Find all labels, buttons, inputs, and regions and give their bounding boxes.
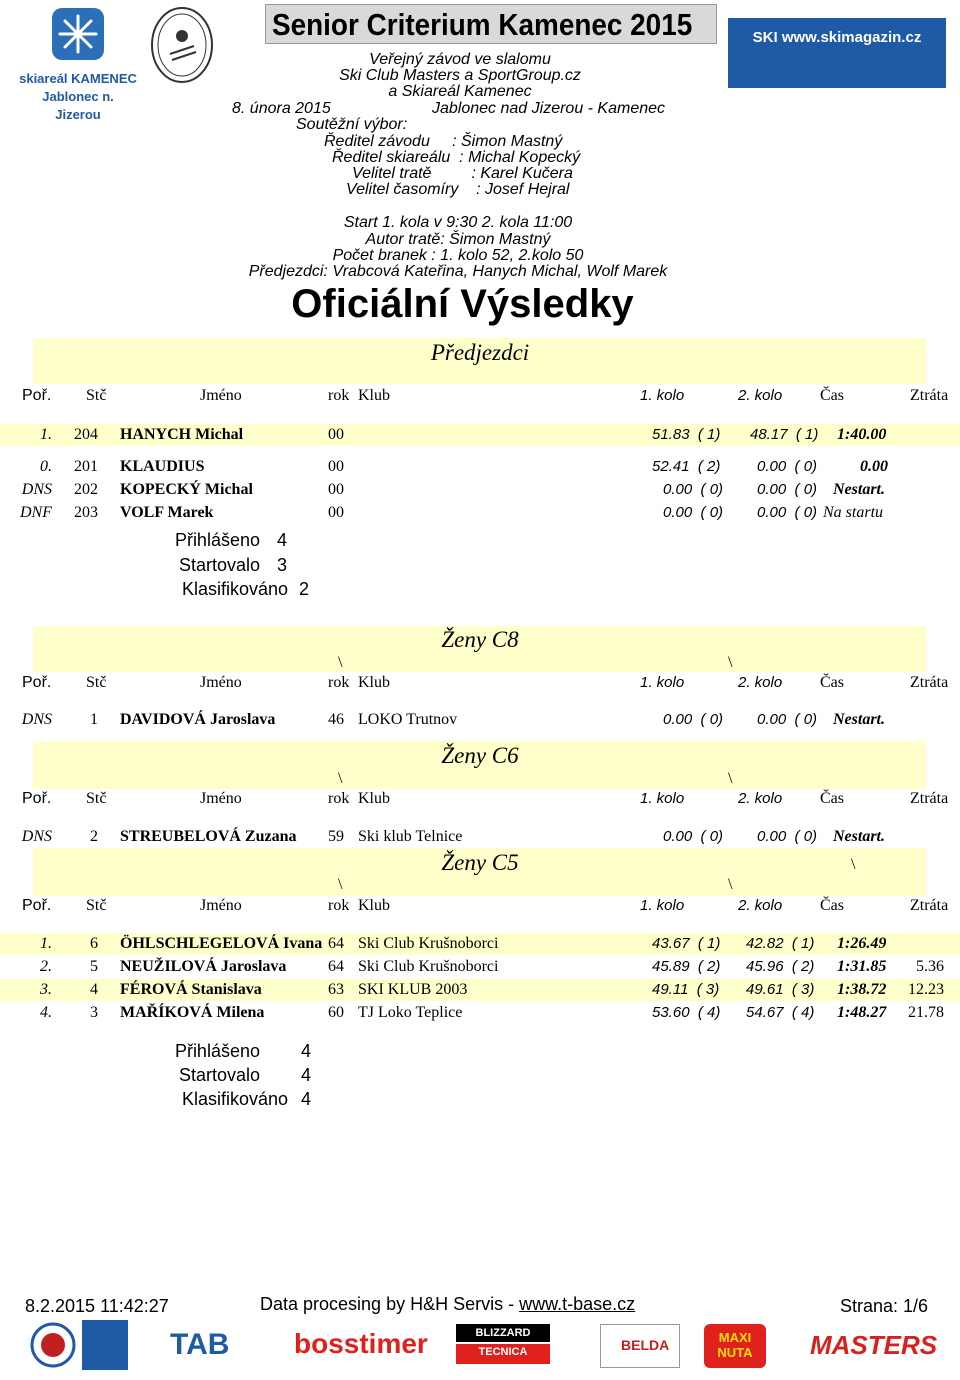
cell-por: 1. [40,426,52,443]
cell-stc: 204 [74,426,98,443]
col-klub: Klub [358,387,390,404]
committee-line-4: Velitel časomíry : Josef Hejral [346,181,570,198]
section-title-predjezdci: Předjezdci [430,340,530,365]
col-jmeno: Jméno [200,674,242,691]
cell-name: NEUŽILOVÁ Jaroslava [120,958,287,975]
cell-klub: SKI KLUB 2003 [358,981,468,998]
cell-kolo1: 0.00 ( 0) [663,828,724,845]
sponsor-badge-logo [30,1322,76,1368]
footer-timestamp: 8.2.2015 11:42:27 [25,1296,169,1316]
sponsor-blizzard-text: BLIZZARD TECNICA [475,1327,531,1358]
separator-mark: \ [728,770,733,787]
col-stc: Stč [86,897,107,914]
col-jmeno: Jméno [200,897,242,914]
col-por: Poř. [22,790,52,807]
stat-label: Přihlášeno [174,530,260,550]
cell-kolo1: 45.89 ( 2) [652,958,721,975]
cell-rok: 64 [328,958,344,975]
col-kolo1: 1. kolo [640,790,685,807]
sponsor-belda-text: BELDA [621,1337,670,1353]
stat-prihlaseno [148,1041,311,1062]
cell-stc: 202 [74,481,98,498]
cell-kolo1: 52.41 ( 2) [652,458,721,475]
col-cas: Čas [820,790,844,807]
table-row [0,456,960,478]
logo-text: skiareál KAMENEC Jablonec n. Jizerou [19,71,137,122]
col-kolo2: 2. kolo [738,387,783,404]
cell-rok: 63 [328,981,344,998]
cell-stc: 1 [90,711,98,728]
cell-kolo2: 54.67 ( 4) [746,1004,815,1021]
cell-name: MAŘÍKOVÁ Milena [120,1004,265,1021]
cell-name: KLAUDIUS [120,458,205,475]
cell-cas: Nestart. [833,481,885,498]
sponsor-bosstimer-logo [294,1328,444,1362]
gate-count: Počet branek : 1. kolo 52, 2.kolo 50 [332,247,584,264]
col-kolo2: 2. kolo [738,790,783,807]
cell-cas: 1:26.49 [837,935,887,952]
cell-stc: 203 [74,504,98,521]
table-row [0,933,960,955]
cell-klub: Ski klub Telnice [358,828,463,845]
page-title: Senior Criterium Kamenec 2015 [272,7,693,42]
footer-processing-text: Data procesing by H&H Servis - [260,1294,520,1314]
cell-por: 4. [40,1004,52,1021]
cell-kolo2: 0.00 ( 0) [757,828,818,845]
stat-startovalo [148,555,287,576]
stat-value: 4 [301,1089,312,1109]
cell-name: HANYCH Michal [120,426,244,443]
table-row [0,1002,960,1024]
cell-cas: Nestart. [833,711,885,728]
cell-cas: 1:48.27 [837,1004,887,1021]
cell-kolo1: 0.00 ( 0) [663,504,724,521]
stat-label: Přihlášeno [174,1041,260,1061]
col-klub: Klub [358,790,390,807]
cell-por: DNF [20,504,52,521]
cell-name: KOPECKÝ Michal [120,481,253,498]
table-row [0,709,960,731]
stat-startovalo [148,1065,311,1086]
col-por: Poř. [22,897,52,914]
skimagazin-text: SKI www.skimagazin.cz [752,29,922,46]
cell-cas: 1:40.00 [837,426,887,443]
cell-kolo2: 45.96 ( 2) [746,958,815,975]
header-place: Jablonec nad Jizerou - Kamenec [432,100,666,117]
col-ztrata: Ztráta [910,674,949,691]
committee-line-3: Velitel tratě : Karel Kučera [352,165,573,182]
cell-name: FÉROVÁ Stanislava [120,981,262,998]
cell-ztrata: 5.36 [916,958,944,975]
separator-mark: \ [338,654,343,671]
sponsor-blizzard-tecnica-logo [456,1324,550,1366]
col-stc: Stč [86,674,107,691]
column-header-row [0,897,960,919]
col-klub: Klub [358,674,390,691]
cell-klub: LOKO Trutnov [358,711,458,728]
cell-stc: 6 [90,935,98,952]
cell-cas: Nestart. [833,828,885,845]
col-stc: Stč [86,790,107,807]
committee-line-2: Ředitel skiareálu : Michal Kopecký [332,149,581,166]
cell-rok: 00 [328,481,344,498]
stat-label: Startovalo [178,1065,260,1085]
separator-mark: \ [338,770,343,787]
col-jmeno: Jméno [200,790,242,807]
header-line-3: a Skiareál Kamenec [388,83,532,100]
cell-name: DAVIDOVÁ Jaroslava [120,711,276,728]
cell-kolo2: 48.17 ( 1) [750,426,819,443]
col-cas: Čas [820,387,844,404]
cell-name: ÖHLSCHLEGELOVÁ Ivana [120,935,323,952]
table-row [0,502,960,524]
section-title-zeny-c5: Ženy C5 [441,850,519,875]
column-header-row [0,387,960,409]
col-ztrata: Ztráta [910,387,949,404]
stat-prihlaseno [148,530,287,551]
col-kolo2: 2. kolo [738,674,783,691]
col-rok: rok [328,387,350,404]
col-cas: Čas [820,674,844,691]
col-ztrata: Ztráta [910,790,949,807]
cell-stc: 201 [74,458,98,475]
course-author: Autor tratě: Šimon Mastný [365,231,551,248]
footer-page-number: Strana: 1/6 [840,1296,929,1316]
cell-rok: 00 [328,458,344,475]
table-row [0,424,960,446]
cell-rok: 64 [328,935,344,952]
sponsor-masters-logo [810,1328,938,1364]
cell-kolo2: 42.82 ( 1) [746,935,815,952]
cell-ztrata: 21.78 [908,1004,944,1021]
table-row [0,956,960,978]
cell-cas: 1:38.72 [837,981,887,998]
col-cas: Čas [820,897,844,914]
title-box [265,4,717,44]
cell-por: 2. [40,958,52,975]
separator-mark: \ [338,876,343,893]
col-klub: Klub [358,897,390,914]
sponsor-tab-text: TAB [170,1328,230,1361]
sponsor-tab-logo [140,1328,280,1362]
cell-ztrata: 12.23 [908,981,944,998]
table-row [0,979,960,1001]
col-por: Poř. [22,674,52,691]
cell-por: DNS [21,828,52,845]
col-rok: rok [328,790,350,807]
footer-link[interactable]: www.t-base.cz [519,1294,636,1314]
cell-klub: TJ Loko Teplice [358,1004,463,1021]
cell-por: DNS [21,711,52,728]
table-row [0,826,960,848]
cell-kolo2: 0.00 ( 0) [757,711,818,728]
cell-por: DNS [21,481,52,498]
cell-por: 3. [40,981,52,998]
col-jmeno: Jméno [200,387,242,404]
separator-mark: \ [851,856,856,873]
col-rok: rok [328,674,350,691]
stat-value: 2 [299,579,310,599]
cell-kolo1: 51.83 ( 1) [652,426,721,443]
stat-value: 4 [277,530,288,550]
cell-cas: 0.00 [860,458,888,475]
cell-stc: 2 [90,828,98,845]
cell-rok: 60 [328,1004,344,1021]
cell-kolo2: 0.00 ( 0) [757,458,818,475]
footer-processing [260,1294,635,1315]
col-kolo1: 1. kolo [640,387,685,404]
header-date: 8. února 2015 [232,100,331,117]
stat-value: 4 [301,1041,312,1061]
col-stc: Stč [86,387,107,404]
cell-kolo1: 49.11 ( 3) [652,981,720,998]
stat-label: Startovalo [178,555,260,575]
header-line-2: Ski Club Masters a SportGroup.cz [339,67,581,84]
separator-mark: \ [728,654,733,671]
sponsor-ceska-asociace-logo [82,1320,128,1370]
cell-rok: 00 [328,504,344,521]
stat-label: Klasifikováno [181,1089,288,1109]
col-por: Poř. [22,387,52,404]
sponsor-maxinuta-logo [704,1324,766,1368]
cell-stc: 5 [90,958,98,975]
cell-stc: 4 [90,981,98,998]
cell-stc: 3 [90,1004,98,1021]
cell-kolo1: 43.67 ( 1) [652,935,721,952]
cell-kolo1: 0.00 ( 0) [663,481,724,498]
cell-name: STREUBELOVÁ Zuzana [120,828,297,845]
col-ztrata: Ztráta [910,897,949,914]
stat-label: Klasifikováno [181,579,288,599]
cell-cas: 1:31.85 [837,958,887,975]
start-times: Start 1. kola v 9:30 2. kola 11:00 [343,214,573,231]
cell-rok: 46 [328,711,344,728]
cell-kolo2: 0.00 ( 0) [757,504,818,521]
sponsor-maxinuta-text: MAXI NUTA [717,1330,753,1360]
forerunners: Předjezdci: Vrabcová Kateřina, Hanych Michal, Wolf Marek [248,263,668,280]
col-kolo1: 1. kolo [640,674,685,691]
sponsor-bosstimer-text: bosstimer [294,1328,428,1359]
cell-por: 1. [40,935,52,952]
stat-klasifikovano [148,1089,311,1110]
committee-title: Soutěžní výbor: [296,116,408,133]
cell-rok: 59 [328,828,344,845]
cell-kolo1: 53.60 ( 4) [652,1004,721,1021]
column-header-row [0,790,960,812]
sponsor-belda-logo [600,1324,680,1368]
cell-kolo2: 0.00 ( 0) [757,481,818,498]
column-header-row [0,674,960,696]
cell-klub: Ski Club Krušnoborci [358,958,499,975]
section-title-zeny-c6: Ženy C6 [441,743,519,768]
sponsor-masters-text: MASTERS [810,1330,938,1360]
col-kolo2: 2. kolo [738,897,783,914]
header-line-1: Veřejný závod ve slalomu [369,51,551,68]
col-rok: rok [328,897,350,914]
cell-kolo2: 49.61 ( 3) [746,981,815,998]
cell-klub: Ski Club Krušnoborci [358,935,499,952]
table-row [0,479,960,501]
cell-kolo1: 0.00 ( 0) [663,711,724,728]
cell-name: VOLF Marek [120,504,214,521]
cell-cas: Na startu [823,504,884,521]
col-kolo1: 1. kolo [640,897,685,914]
stat-value: 3 [277,555,288,575]
committee-line-1: Ředitel závodu : Šimon Mastný [324,133,563,150]
cell-por: 0. [40,458,52,475]
section-title-zeny-c8: Ženy C8 [441,627,519,652]
stat-klasifikovano [148,579,309,600]
cell-rok: 00 [328,426,344,443]
separator-mark: \ [728,876,733,893]
stat-value: 4 [301,1065,312,1085]
official-results-heading: Oficiální Výsledky [291,282,634,326]
